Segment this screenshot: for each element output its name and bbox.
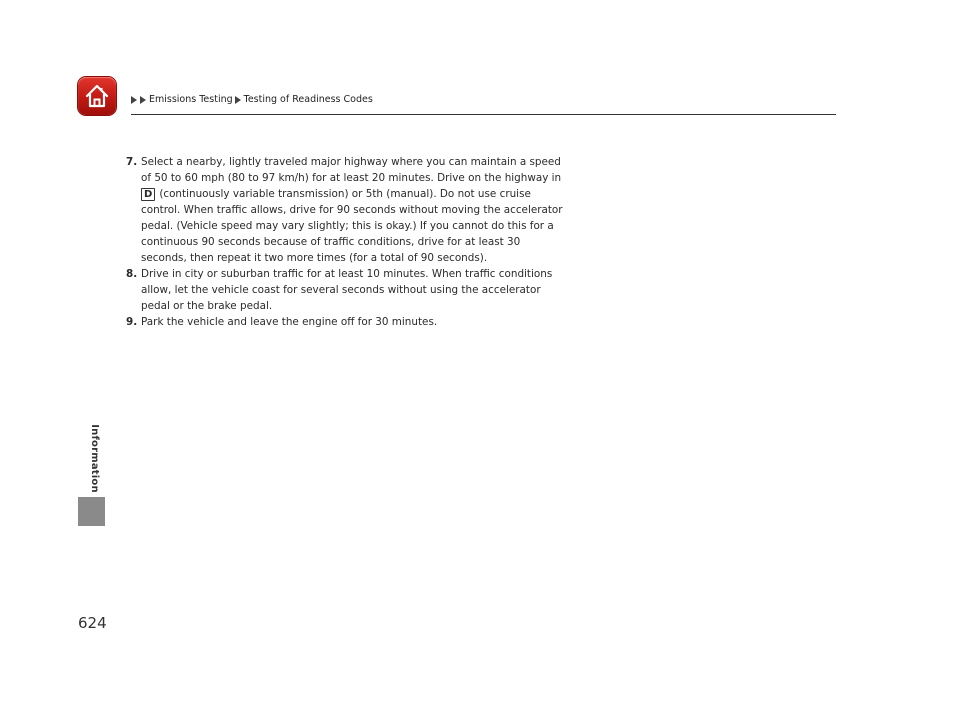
step-number: 9.: [126, 316, 138, 328]
step-item-9: [126, 314, 566, 330]
home-button[interactable]: [78, 77, 116, 115]
step-list: [126, 154, 566, 330]
section-tab[interactable]: [78, 497, 105, 526]
section-label: [85, 420, 103, 496]
step-text: Drive in city or suburban traffic for at least 10 minutes. When traffic conditions allow, let the vehicle coast for several seconds without using the accelerator pedal or the brake pedal.: [141, 268, 553, 312]
gear-d-icon: D: [141, 188, 155, 201]
section-label-text: Information: [88, 423, 100, 493]
step-number: 8.: [126, 268, 138, 280]
breadcrumb: [131, 94, 373, 105]
breadcrumb-item-readiness-codes[interactable]: Testing of Readiness Codes: [243, 94, 373, 105]
home-icon: [84, 83, 110, 109]
step-item-8: [126, 266, 566, 314]
breadcrumb-item-emissions-testing[interactable]: Emissions Testing: [149, 94, 233, 105]
triangle-right-icon: [235, 96, 241, 104]
step-item-7: [126, 154, 566, 266]
step-number: 7.: [126, 156, 138, 168]
triangle-right-icon: [131, 96, 137, 104]
triangle-right-icon: [140, 96, 146, 104]
page-number: 624: [78, 614, 107, 632]
step-text: Select a nearby, lightly traveled major highway where you can maintain a speed of 50 to 60 mph (80 to 97 km/h) for at least 20 minutes. Drive on the highway in D (continuously variable transmission) or 5th (manual). Do not use cruise control. When traffic allows, drive for 90 seconds without moving the accelerator pedal. (Vehicle speed may vary slightly; this is okay.) If you cannot do this for a continuous 90 seconds because of traffic conditions, drive for at least 30 seconds, then repeat it two more times (for a total of 90 seconds).: [141, 156, 563, 264]
header-rule: [131, 114, 836, 115]
step-text: Park the vehicle and leave the engine off for 30 minutes.: [141, 316, 438, 328]
